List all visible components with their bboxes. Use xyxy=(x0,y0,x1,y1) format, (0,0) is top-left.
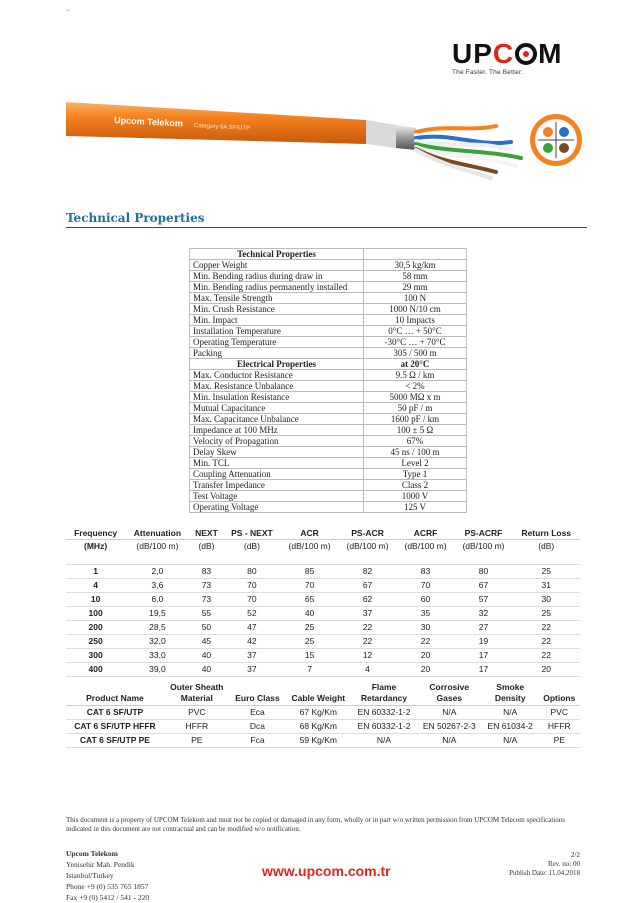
freq-cell: 32,0 xyxy=(125,635,189,649)
property-value: 100 N xyxy=(364,293,467,304)
product-header-line2: Options xyxy=(543,693,576,703)
freq-frequency-cell: 100 xyxy=(66,607,125,621)
product-header-line2: Material xyxy=(180,693,213,703)
property-row xyxy=(190,348,467,359)
freq-column-header: Attenuation xyxy=(125,527,189,540)
product-cell: N/A xyxy=(351,734,416,748)
property-label: Max. Capacitance Unbalance xyxy=(190,414,364,425)
product-cell: PVC xyxy=(164,706,230,720)
footer-fax: Fax +9 (0) 5412 / 541 - 220 xyxy=(66,893,150,902)
property-value: 5000 MΩ x m xyxy=(364,392,467,403)
freq-cell: 17 xyxy=(455,663,513,677)
logo-tagline: The Faster. The Better. xyxy=(452,69,523,76)
product-cell: HFFR xyxy=(164,720,230,734)
product-cell: N/A xyxy=(417,734,482,748)
product-row xyxy=(66,720,580,734)
freq-cell: 47 xyxy=(223,621,280,635)
freq-cell: 2,0 xyxy=(125,565,189,579)
page-mark: " xyxy=(66,8,70,17)
freq-unit: (dB) xyxy=(190,540,224,565)
electrical-header-row-value: at 20°C xyxy=(364,359,467,370)
property-label: Max. Tensile Strength xyxy=(190,293,364,304)
freq-cell: 17 xyxy=(455,649,513,663)
property-row xyxy=(190,414,467,425)
freq-column-header: Frequency xyxy=(66,527,125,540)
product-table xyxy=(66,681,580,748)
footer-company-block xyxy=(66,848,149,903)
property-value: Class 2 xyxy=(364,480,467,491)
property-label: Copper Weight xyxy=(190,260,364,271)
freq-unit: (dB/100 m) xyxy=(397,540,455,565)
freq-cell: 62 xyxy=(339,593,397,607)
freq-cell: 25 xyxy=(281,635,339,649)
property-label: Mutual Capacitance xyxy=(190,403,364,414)
freq-cell: 32 xyxy=(455,607,513,621)
property-row xyxy=(190,502,467,513)
footer-rev-no: Rev. no: 00 xyxy=(547,860,580,868)
property-label: Min. Crush Resistance xyxy=(190,304,364,315)
property-value: 30,5 kg/km xyxy=(364,260,467,271)
freq-row xyxy=(66,579,580,593)
freq-frequency-cell: 250 xyxy=(66,635,125,649)
freq-unit: (dB/100 m) xyxy=(125,540,189,565)
property-value: 29 mm xyxy=(364,282,467,293)
footer-address-line2: Istanbul/Turkey xyxy=(66,871,114,880)
freq-cell: 15 xyxy=(281,649,339,663)
freq-frequency-cell: 4 xyxy=(66,579,125,593)
product-name-cell: CAT 6 SF/UTP xyxy=(66,706,164,720)
product-cell: EN 60332-1-2 xyxy=(351,706,416,720)
upcom-logo xyxy=(452,40,577,76)
product-header-line2: Cable Weight xyxy=(291,693,346,703)
freq-column-header: ACRF xyxy=(397,527,455,540)
property-label: Operating Voltage xyxy=(190,502,364,513)
property-value: 67% xyxy=(364,436,467,447)
property-row xyxy=(190,436,467,447)
product-cell: HFFR xyxy=(539,720,580,734)
freq-cell: 20 xyxy=(397,649,455,663)
property-row xyxy=(190,480,467,491)
freq-unit: (MHz) xyxy=(66,540,125,565)
freq-cell: 22 xyxy=(512,621,580,635)
product-header-line1: Flame xyxy=(371,682,397,692)
freq-cell: 22 xyxy=(512,635,580,649)
product-header-line1: Outer Sheath xyxy=(170,682,224,692)
product-cell: Eca xyxy=(230,706,286,720)
freq-cell: 70 xyxy=(397,579,455,593)
freq-column-header: PS-ACR xyxy=(339,527,397,540)
disclaimer-text: This document is a property of UPCOM Telekom and must not be copied or damaged in any form, wholly or in part w/o written permission from UPCOM Telecom specifications indicated in this document are not contractual and can be modified w/o notification. xyxy=(66,816,565,833)
cable-image xyxy=(66,92,586,190)
property-row xyxy=(190,271,467,282)
logo-word-post: M xyxy=(538,38,563,69)
property-label: Transfer Impedance xyxy=(190,480,364,491)
property-value: Level 2 xyxy=(364,458,467,469)
section-title: Technical Properties xyxy=(66,211,205,225)
property-label: Installation Temperature xyxy=(190,326,364,337)
freq-unit: (dB/100 m) xyxy=(339,540,397,565)
freq-cell: 80 xyxy=(223,565,280,579)
freq-cell: 40 xyxy=(190,663,224,677)
property-row xyxy=(190,458,467,469)
freq-cell: 22 xyxy=(512,649,580,663)
property-label: Operating Temperature xyxy=(190,337,364,348)
freq-cell: 7 xyxy=(281,663,339,677)
product-cell: N/A xyxy=(482,734,539,748)
property-value: 125 V xyxy=(364,502,467,513)
property-row xyxy=(190,469,467,480)
product-cell: PE xyxy=(164,734,230,748)
technical-header-row xyxy=(190,249,467,260)
freq-cell: 42 xyxy=(223,635,280,649)
product-column-header xyxy=(482,681,539,706)
electrical-header-row xyxy=(190,359,467,370)
freq-cell: 12 xyxy=(339,649,397,663)
product-header-line1 xyxy=(541,682,578,693)
freq-cell: 25 xyxy=(512,607,580,621)
property-label: Delay Skew xyxy=(190,447,364,458)
property-label: Min. Impact xyxy=(190,315,364,326)
property-value: Type 1 xyxy=(364,469,467,480)
freq-column-header: PS-ACRF xyxy=(455,527,513,540)
freq-cell: 83 xyxy=(397,565,455,579)
freq-cell: 50 xyxy=(190,621,224,635)
product-header-line2: Density xyxy=(494,693,526,703)
property-row xyxy=(190,282,467,293)
property-row xyxy=(190,337,467,348)
freq-cell: 73 xyxy=(190,593,224,607)
freq-cell: 4 xyxy=(339,663,397,677)
freq-cell: 33,0 xyxy=(125,649,189,663)
product-column-header xyxy=(539,681,580,706)
freq-cell: 25 xyxy=(281,621,339,635)
freq-row xyxy=(66,635,580,649)
freq-column-header: NEXT xyxy=(190,527,224,540)
property-row xyxy=(190,370,467,381)
freq-row xyxy=(66,565,580,579)
freq-row xyxy=(66,607,580,621)
property-label: Min. TCL xyxy=(190,458,364,469)
property-value: < 2% xyxy=(364,381,467,392)
product-header-line2: Product Name xyxy=(86,693,144,703)
property-row xyxy=(190,392,467,403)
product-cell: N/A xyxy=(417,706,482,720)
cable-category-print: Category 6A SF/UTP xyxy=(193,123,251,132)
product-column-header xyxy=(417,681,482,706)
property-label: Min. Bending radius during draw in xyxy=(190,271,364,282)
electrical-header-row-label: Electrical Properties xyxy=(190,359,364,370)
footer-publish-date: Publish Date: 11.04.2018 xyxy=(509,869,580,877)
freq-row xyxy=(66,649,580,663)
product-cell: EN 50267-2-3 xyxy=(417,720,482,734)
product-header-line1: Corrosive xyxy=(429,682,470,692)
freq-unit: (dB) xyxy=(223,540,280,565)
freq-column-header: PS - NEXT xyxy=(223,527,280,540)
freq-cell: 85 xyxy=(281,565,339,579)
product-cell: N/A xyxy=(482,706,539,720)
property-value: 305 / 500 m xyxy=(364,348,467,359)
freq-column-header: Return Loss xyxy=(512,527,580,540)
cable-illustration xyxy=(66,92,586,190)
freq-unit: (dB/100 m) xyxy=(455,540,513,565)
property-row xyxy=(190,304,467,315)
property-value: 58 mm xyxy=(364,271,467,282)
product-column-header xyxy=(351,681,416,706)
property-value: -30°C … + 70°C xyxy=(364,337,467,348)
product-column-header xyxy=(230,681,286,706)
freq-cell: 80 xyxy=(455,565,513,579)
property-value: 1600 pF / km xyxy=(364,414,467,425)
product-row xyxy=(66,706,580,720)
freq-cell: 70 xyxy=(223,593,280,607)
freq-cell: 65 xyxy=(281,593,339,607)
product-cell: 67 Kg/Km xyxy=(285,706,351,720)
freq-cell: 67 xyxy=(455,579,513,593)
product-cell: Fca xyxy=(230,734,286,748)
product-header-line2: Retardancy xyxy=(360,693,408,703)
footer-company-name: Upcom Telekom xyxy=(66,849,118,858)
freq-cell: 20 xyxy=(397,663,455,677)
freq-cell: 67 xyxy=(339,579,397,593)
freq-cell: 55 xyxy=(190,607,224,621)
property-label: Test Voltage xyxy=(190,491,364,502)
freq-frequency-cell: 200 xyxy=(66,621,125,635)
footer-page-number: 2/2 xyxy=(571,851,580,859)
freq-cell: 35 xyxy=(397,607,455,621)
cable-brand-print: Upcom Telekom xyxy=(113,115,184,129)
freq-cell: 28,5 xyxy=(125,621,189,635)
freq-units-row xyxy=(66,540,580,565)
freq-frequency-cell: 10 xyxy=(66,593,125,607)
property-row xyxy=(190,491,467,502)
property-label: Min. Insulation Resistance xyxy=(190,392,364,403)
product-name-cell: CAT 6 SF/UTP HFFR xyxy=(66,720,164,734)
property-row xyxy=(190,326,467,337)
freq-frequency-cell: 300 xyxy=(66,649,125,663)
property-value: 9.5 Ω / km xyxy=(364,370,467,381)
property-row xyxy=(190,425,467,436)
property-label: Impedance at 100 MHz xyxy=(190,425,364,436)
footer-address-line1: Yenisehir Mah. Pendik xyxy=(66,860,135,869)
freq-cell: 73 xyxy=(190,579,224,593)
freq-cell: 37 xyxy=(223,663,280,677)
cable-cross-section xyxy=(530,114,582,166)
property-row xyxy=(190,381,467,392)
freq-cell: 83 xyxy=(190,565,224,579)
freq-cell: 37 xyxy=(339,607,397,621)
properties-table xyxy=(189,248,467,513)
property-value: 1000 N/10 cm xyxy=(364,304,467,315)
footer-phone: Phone +9 (0) 535 765 1857 xyxy=(66,882,149,891)
product-column-header xyxy=(164,681,230,706)
product-header-line1 xyxy=(287,682,349,693)
freq-cell: 45 xyxy=(190,635,224,649)
product-header-line1: Smoke xyxy=(496,682,525,692)
logo-word-pre: UP xyxy=(452,38,493,69)
freq-cell: 19,5 xyxy=(125,607,189,621)
logo-o-icon xyxy=(515,43,537,65)
property-value: 10 Impacts xyxy=(364,315,467,326)
property-value: 50 pF / m xyxy=(364,403,467,414)
property-row xyxy=(190,447,467,458)
freq-frequency-cell: 1 xyxy=(66,565,125,579)
property-label: Max. Conductor Resistance xyxy=(190,370,364,381)
property-label: Min. Bending radius permanently installed xyxy=(190,282,364,293)
freq-cell: 6,0 xyxy=(125,593,189,607)
freq-cell: 57 xyxy=(455,593,513,607)
logo-wordmark xyxy=(452,40,577,68)
footer-website-link[interactable]: www.upcom.com.tr xyxy=(262,863,391,879)
section-rule xyxy=(66,227,587,228)
freq-cell: 20 xyxy=(512,663,580,677)
product-header-line2: Euro Class xyxy=(235,693,280,703)
freq-cell: 30 xyxy=(512,593,580,607)
product-cell: PVC xyxy=(539,706,580,720)
freq-cell: 60 xyxy=(397,593,455,607)
property-row xyxy=(190,293,467,304)
freq-cell: 25 xyxy=(512,565,580,579)
freq-cell: 22 xyxy=(339,621,397,635)
product-cell: 68 Kg/Km xyxy=(285,720,351,734)
property-value: 45 ns / 100 m xyxy=(364,447,467,458)
freq-cell: 27 xyxy=(455,621,513,635)
freq-cell: 37 xyxy=(223,649,280,663)
product-cell: EN 60332-1-2 xyxy=(351,720,416,734)
freq-row xyxy=(66,663,580,677)
product-cell: EN 61034-2 xyxy=(482,720,539,734)
freq-cell: 70 xyxy=(281,579,339,593)
freq-row xyxy=(66,621,580,635)
product-cell: PE xyxy=(539,734,580,748)
footer-revision-block xyxy=(509,851,580,878)
property-label: Coupling Attenuation xyxy=(190,469,364,480)
freq-unit: (dB) xyxy=(512,540,580,565)
freq-cell: 22 xyxy=(397,635,455,649)
freq-column-header: ACR xyxy=(281,527,339,540)
freq-cell: 22 xyxy=(339,635,397,649)
property-label: Max. Resistance Unbalance xyxy=(190,381,364,392)
product-header-line1 xyxy=(68,682,162,693)
property-value: 1000 V xyxy=(364,491,467,502)
freq-cell: 30 xyxy=(397,621,455,635)
freq-cell: 3,6 xyxy=(125,579,189,593)
property-label: Packing xyxy=(190,348,364,359)
frequency-table xyxy=(66,527,580,677)
freq-row xyxy=(66,593,580,607)
technical-header-row-label: Technical Properties xyxy=(190,249,364,260)
product-header-line1 xyxy=(232,682,284,693)
product-cell: Dca xyxy=(230,720,286,734)
freq-unit: (dB/100 m) xyxy=(281,540,339,565)
freq-cell: 70 xyxy=(223,579,280,593)
product-row xyxy=(66,734,580,748)
property-value: 0°C … + 50°C xyxy=(364,326,467,337)
logo-word-c: C xyxy=(492,38,515,69)
freq-cell: 82 xyxy=(339,565,397,579)
freq-cell: 19 xyxy=(455,635,513,649)
product-column-header xyxy=(285,681,351,706)
freq-cell: 31 xyxy=(512,579,580,593)
property-row xyxy=(190,403,467,414)
product-column-header xyxy=(66,681,164,706)
product-cell: 59 Kg/Km xyxy=(285,734,351,748)
freq-frequency-cell: 400 xyxy=(66,663,125,677)
freq-cell: 39,0 xyxy=(125,663,189,677)
freq-cell: 40 xyxy=(190,649,224,663)
freq-cell: 40 xyxy=(281,607,339,621)
freq-cell: 52 xyxy=(223,607,280,621)
property-row xyxy=(190,315,467,326)
property-label: Velocity of Propagation xyxy=(190,436,364,447)
property-row xyxy=(190,260,467,271)
technical-header-row-value xyxy=(364,249,467,260)
property-value: 100 ± 5 Ω xyxy=(364,425,467,436)
product-header-line2: Gases xyxy=(436,693,463,703)
product-name-cell: CAT 6 SF/UTP PE xyxy=(66,734,164,748)
